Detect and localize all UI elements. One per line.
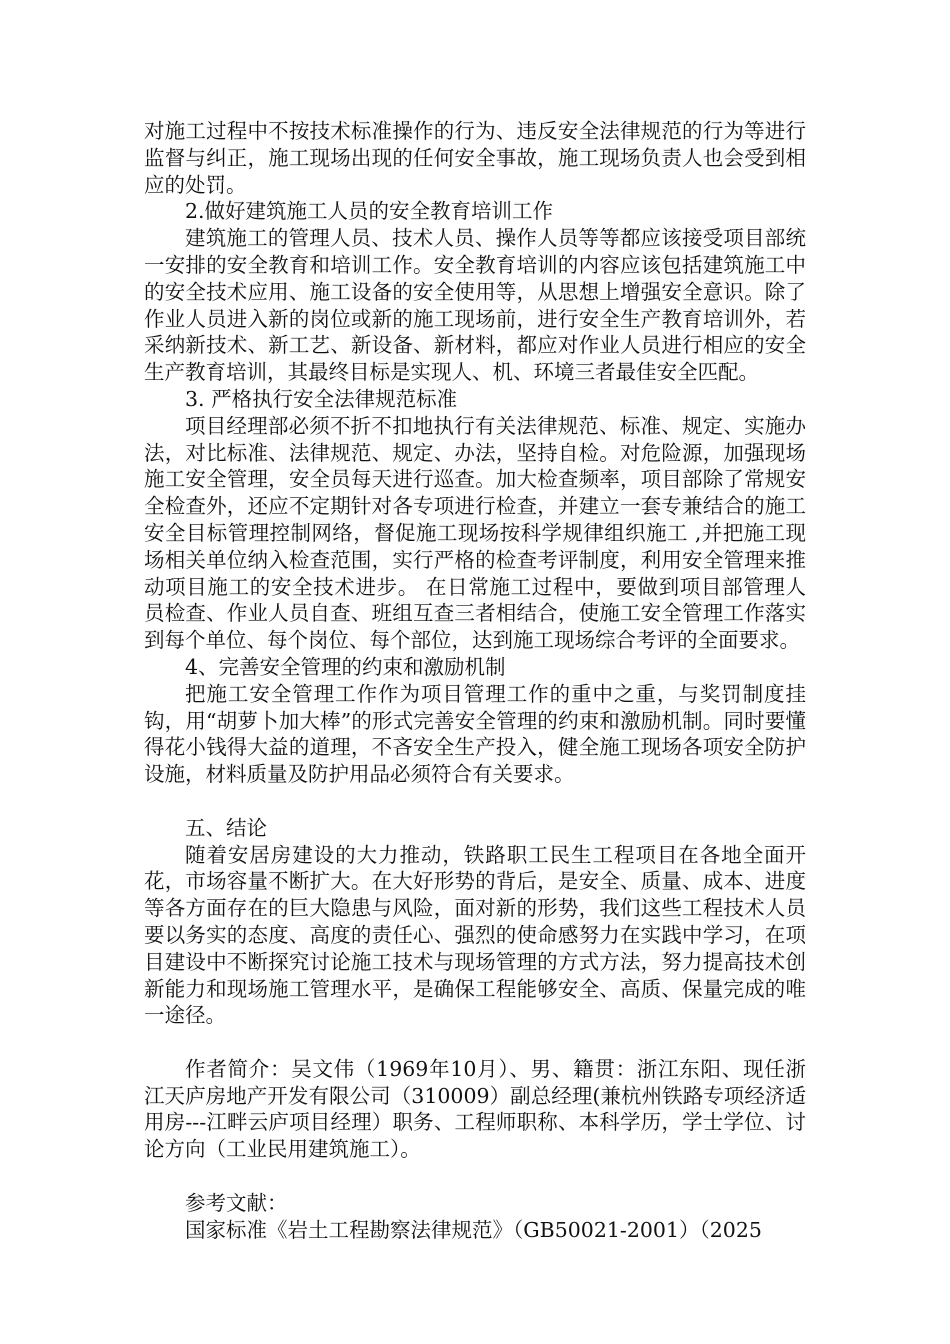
paragraph-safety-regulations: 项目经理部必须不折不扣地执行有关法律规范、标准、规定、实施办法，对比标准、法律规范、规定、办法，坚持自检。对危险源，加强现场施工安全管理，安全员每天进行巡查。加大检查频率，项目部除了常规安全检查外，还应不定期针对各专项进行检查，并建立一套专兼结合的施工安全目标管理控制网络，督促施工现场按科学规律组织施工 ,并把施工现场相关单位纳入检查范围，实行严格的检查考评制度，利用安全管理来推动项目施工的安全技术进步。 在日常施工过程中，要做到项目部管理人员检查、作业人员自查、班组互查三者相结合，使施工安全管理工作落实到每个单位、每个岗位、每个部位，达到施工现场综合考评的全面要求。 [144, 413, 806, 653]
paragraph-conclusion: 随着安居房建设的大力推动，铁路职工民生工程项目在各地全面开花，市场容量不断扩大。在大好形势的背后，是安全、质量、成本、进度等各方面存在的巨大隐患与风险，面对新的形势，我们这些工程技术人员要以务实的态度、高度的责任心、强烈的使命感努力在实践中学习，在项目建设中不断探究讨论施工技术与现场管理的方式方法，努力提高技术创新能力和现场施工管理水平，是确保工程能够安全、高质、保量完成的唯一途径。 [144, 842, 806, 1028]
reference-item: 国家标准《岩土工程勘察法律规范》（GB50021-2001）（2025 [185, 1217, 762, 1242]
document-page [144, 118, 806, 1243]
paragraph-safety-training: 建筑施工的管理人员、技术人员、操作人员等等都应该接受项目部统一安排的安全教育和培训工作。安全教育培训的内容应该包括建筑施工中的安全技术应用、施工设备的安全使用等，从思想上增强安全意识。除了作业人员进入新的岗位或新的施工现场前，进行安全生产教育培训外，若采纳新技术、新工艺、新设备、新材料，都应对作业人员进行相应的安全生产教育培训，其最终目标是实现人、机、环境三者最佳安全匹配。 [144, 226, 806, 385]
section-heading-2: 2.做好建筑施工人员的安全教育培训工作 [185, 199, 554, 224]
references-heading: 参考文献： [185, 1190, 288, 1215]
paragraph-incentive-mechanism: 把施工安全管理工作作为项目管理工作的重中之重，与奖罚制度挂钩，用“胡萝卜加大棒”的形式完善安全管理的约束和激励机制。同时要懂得花小钱得大益的道理，不吝安全生产投入，健全施工现场各项安全防护设施，材料质量及防护用品必须符合有关要求。 [144, 681, 806, 787]
section-heading-3: 3. 严格执行安全法律规范标准 [185, 386, 458, 411]
paragraph-gap [144, 1163, 806, 1190]
paragraph-gap [144, 788, 806, 815]
section-heading-4: 4、完善安全管理的约束和激励机制 [185, 654, 506, 679]
conclusion-heading: 五、结论 [185, 815, 267, 840]
paragraph-author-bio: 作者简介：吴文伟（1969年10月）、男、籍贯：浙江东阳、现任浙江天庐房地产开发有限公司（310009）副总经理(兼杭州铁路专项经济适用房---江畔云庐项目经理）职务、工程师职称、本科学历，学士学位、讨论方向（工业民用建筑施工）。 [144, 1056, 806, 1162]
paragraph-intro-continued: 对施工过程中不按技术标准操作的行为、违反安全法律规范的行为等进行监督与纠正，施工现场出现的任何安全事故，施工现场负责人也会受到相应的处罚。 [144, 119, 806, 197]
paragraph-gap [144, 1029, 806, 1056]
